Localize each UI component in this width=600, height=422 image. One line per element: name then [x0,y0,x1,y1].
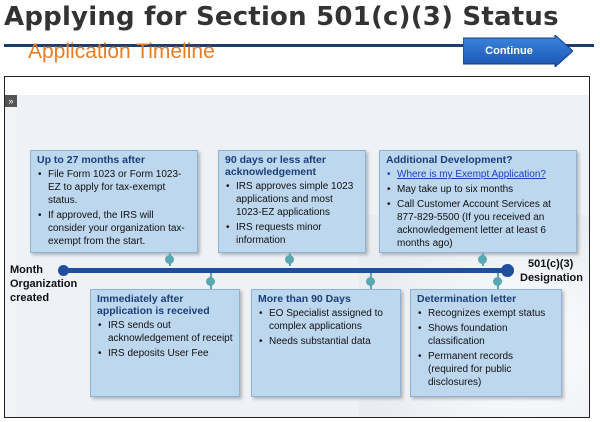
list-item: • Permanent records (required for public disclosures) [417,350,555,389]
list-item: • Shows foundation classification [417,322,555,348]
viewer-top-band [5,77,589,95]
list-item: • IRS requests minor information [225,221,359,247]
box-title: Up to 27 months after [37,154,145,166]
list-item: • Needs substantial data [258,335,394,348]
connector-dot [493,277,502,286]
box-title: 90 days or less after acknowledgement [225,154,326,178]
continue-button[interactable] [463,35,573,67]
timeline-box-immediately-after [90,289,240,397]
timeline-end-label [520,257,583,285]
connector-dot [285,255,294,264]
list-item: • Recognizes exempt status [417,307,555,320]
page-title: Applying for Section 501(c)(3) Status [4,2,559,32]
timeline-box-more-than-90-days [251,289,401,397]
connector-dot [165,255,174,264]
list-item: • File Form 1023 or Form 1023-EZ to apply for tax-exempt status. [37,168,191,207]
slide-heading: Application Timeline [28,40,215,63]
list-item: • IRS approves simple 1023 applications and most 1023-EZ applications [225,180,359,219]
timeline-box-90-days-or-less [218,150,366,253]
connector-dot [206,277,215,286]
timeline-start-label [10,263,77,305]
timeline-box-determination-letter [410,289,562,397]
list-item: • Call Customer Account Services at 877-829-5500 (If you received an acknowledgement letter at least 6 months ago) [386,198,570,250]
timeline-box-up-to-27-months [30,150,198,253]
exempt-application-link[interactable]: • Where is my Exempt Application? [386,168,570,181]
box-title: Determination letter [417,293,517,305]
box-title: Additional Development? [386,154,513,166]
connector-dot [478,255,487,264]
box-title: More than 90 Days [258,293,351,305]
list-item: • EO Specialist assigned to complex applications [258,307,394,333]
end-label-line: Designation [520,272,583,284]
timeline-box-additional-development [379,150,577,253]
timeline-end-dot [501,264,514,277]
box-title: Immediately after application is received [97,293,210,317]
connector-dot [366,277,375,286]
start-label-line: created [10,292,50,304]
list-item: • IRS sends out acknowledgement of receipt [97,319,233,345]
start-label-line: Organization [10,278,78,290]
list-item: • If approved, the IRS will consider your organization tax-exempt from the start. [37,209,191,248]
list-item: • May take up to six months [386,183,570,196]
end-label-line: 501(c)(3) [528,258,574,270]
expand-icon[interactable]: » [5,95,17,107]
continue-label: Continue [485,45,533,57]
list-item: • IRS deposits User Fee [97,347,233,360]
start-label-line: Month [10,264,43,276]
timeline-bar [65,268,505,273]
